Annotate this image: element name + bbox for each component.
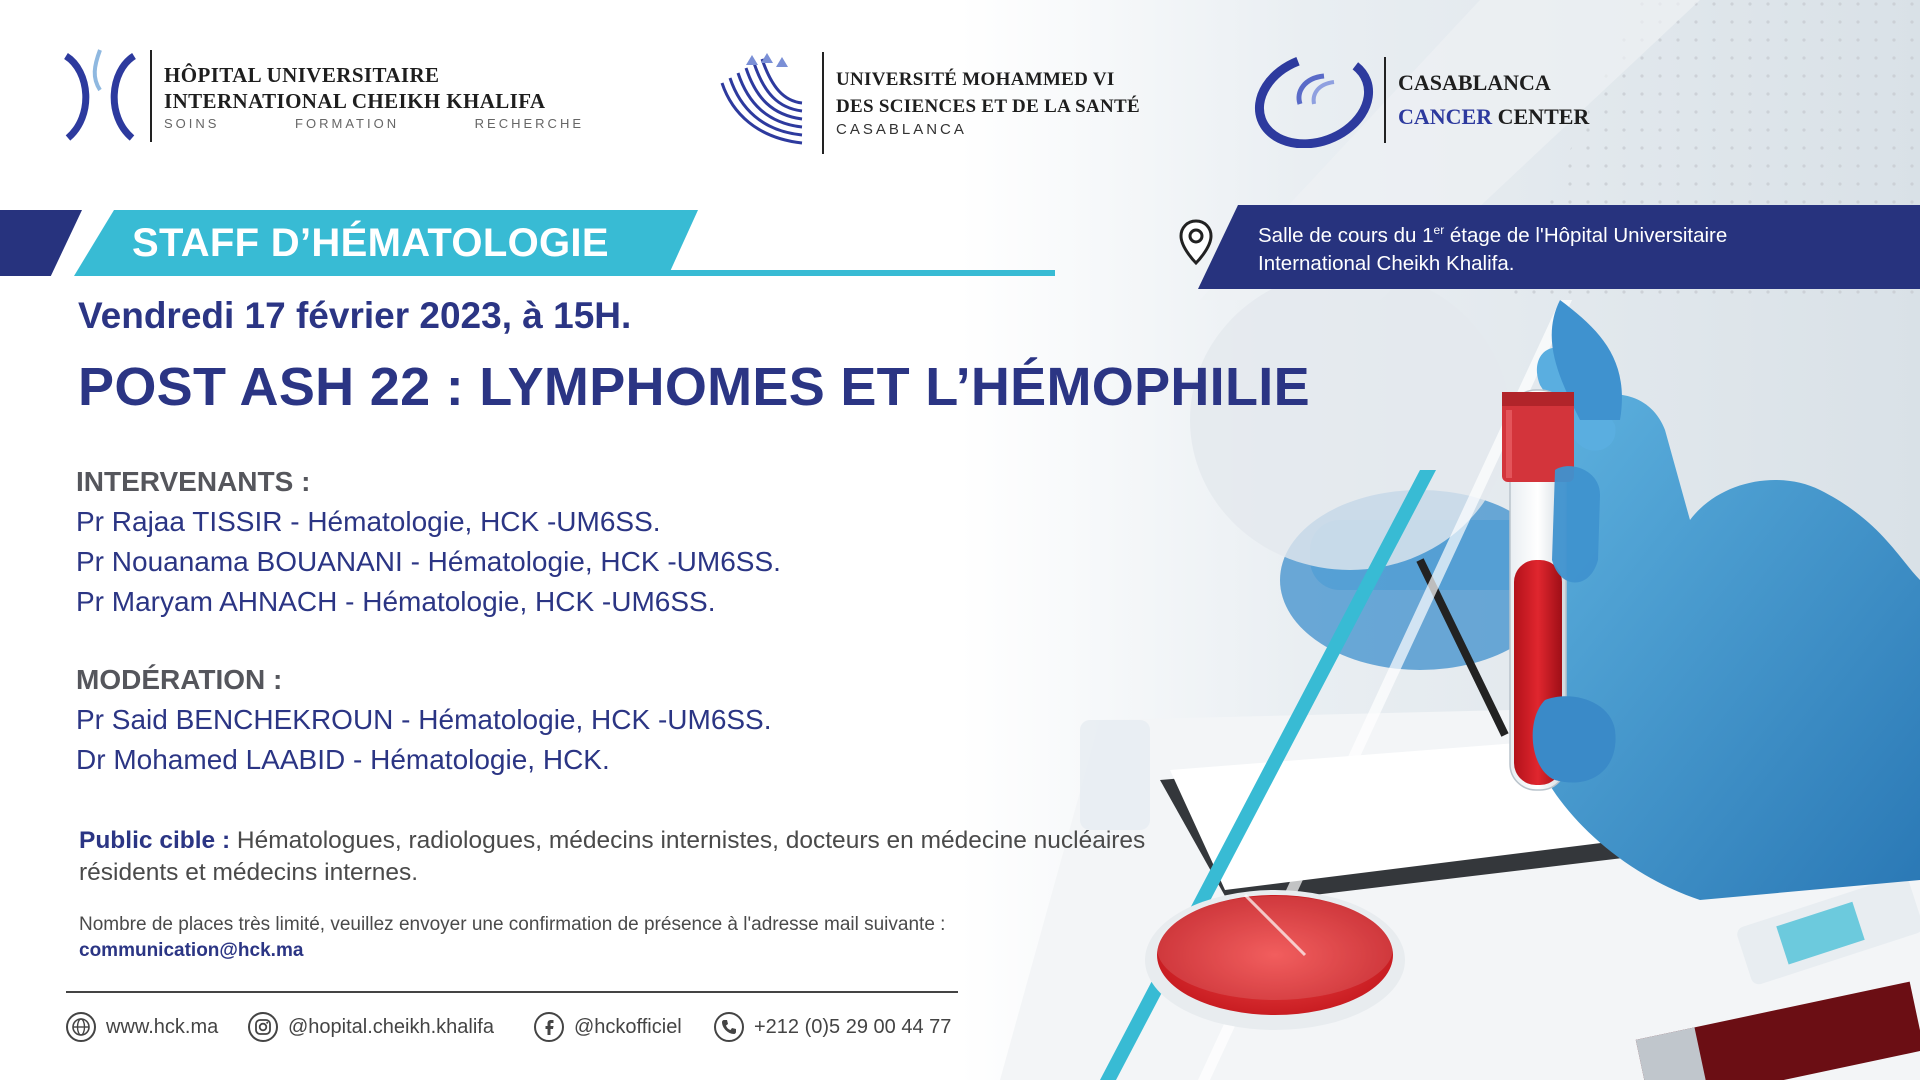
tagline-recherche: RECHERCHE (474, 115, 584, 131)
footer-facebook[interactable] (534, 1012, 682, 1042)
phone-icon (714, 1012, 744, 1042)
footer-instagram[interactable] (248, 1012, 494, 1042)
location-line2: International Cheikh Khalifa. (1258, 251, 1515, 275)
location-text (1258, 216, 1727, 278)
moderator-item: Pr Said BENCHEKROUN - Hématologie, HCK -UM6SS. (76, 704, 772, 735)
university-city: CASABLANCA (836, 121, 967, 138)
hospital-tagline (164, 116, 584, 131)
facebook-icon (534, 1012, 564, 1042)
target-audience (79, 825, 1199, 889)
hospital-name-line2: INTERNATIONAL CHEIKH KHALIFA (164, 88, 546, 113)
cancer-center-logo-icon (1254, 52, 1374, 148)
banner-cyan-underline (660, 270, 1055, 276)
event-date: Vendredi 17 février 2023, à 15H. (78, 295, 632, 336)
cancer-center-logo (1254, 52, 1589, 148)
speaker-item: Pr Nouanama BOUANANI - Hématologie, HCK -UM6SS. (76, 546, 781, 577)
event-title: POST ASH 22 : LYMPHOMES ET L’HÉMOPHILIE (78, 357, 1310, 417)
registration-notice: Nombre de places très limité, veuillez envoyer une confirmation de présence à l'adresse mail suivante : (79, 914, 946, 935)
location-line1-sup: er (1433, 223, 1445, 237)
globe-icon (66, 1012, 96, 1042)
location-line1-start: Salle de cours du 1 (1258, 223, 1434, 247)
cancer-center-name-line1: CASABLANCA (1398, 70, 1551, 95)
location-line1-end: étage de l'Hôpital Universitaire (1444, 223, 1728, 247)
hospital-logo-icon (60, 46, 140, 146)
university-name-line1: UNIVERSITÉ MOHAMMED VI (836, 69, 1115, 90)
moderator-item: Dr Mohamed LAABID - Hématologie, HCK. (76, 744, 610, 775)
hospital-logo-separator (150, 50, 152, 142)
footer-website[interactable] (66, 1012, 218, 1042)
location-line1 (1258, 216, 1727, 250)
speaker-item: Pr Maryam AHNACH - Hématologie, HCK -UM6SS. (76, 586, 716, 617)
university-logo-separator (822, 52, 824, 154)
location-pin-icon (1178, 218, 1214, 266)
phone-number[interactable]: +212 (0)5 29 00 44 77 (754, 1015, 952, 1038)
target-audience-label: Public cible : (79, 827, 231, 854)
target-audience-text: Hématologues, radiologues, médecins internistes, docteurs en médecine nucléaires résidents et médecins internes. (79, 827, 1146, 886)
footer-divider (66, 991, 958, 993)
cancer-center-logo-separator (1384, 57, 1386, 143)
staff-title: STAFF D’HÉMATOLOGIE (132, 221, 609, 265)
cancer-center-highlight: CANCER (1398, 104, 1493, 129)
facebook-link[interactable]: @hckofficiel (574, 1015, 682, 1038)
speaker-item: Pr Rajaa TISSIR - Hématologie, HCK -UM6SS. (76, 506, 661, 537)
cancer-center-rest: CENTER (1492, 104, 1590, 129)
hospital-name-line1: HÔPITAL UNIVERSITAIRE (164, 62, 440, 87)
footer-phone[interactable] (714, 1012, 951, 1042)
university-logo-icon (712, 53, 812, 153)
tagline-soins: SOINS (164, 115, 220, 131)
hospital-logo (60, 46, 584, 146)
university-logo (712, 52, 1140, 154)
tagline-formation: FORMATION (295, 115, 400, 131)
contact-email-link[interactable]: communication@hck.ma (79, 940, 304, 961)
instagram-icon (248, 1012, 278, 1042)
instagram-link[interactable]: @hopital.cheikh.khalifa (288, 1015, 494, 1038)
cancer-center-name-line2 (1398, 100, 1589, 134)
moderation-heading: MODÉRATION : (76, 664, 283, 695)
website-link[interactable]: www.hck.ma (106, 1015, 219, 1038)
university-name-line2: DES SCIENCES ET DE LA SANTÉ (836, 96, 1140, 117)
speakers-heading: INTERVENANTS : (76, 466, 311, 497)
